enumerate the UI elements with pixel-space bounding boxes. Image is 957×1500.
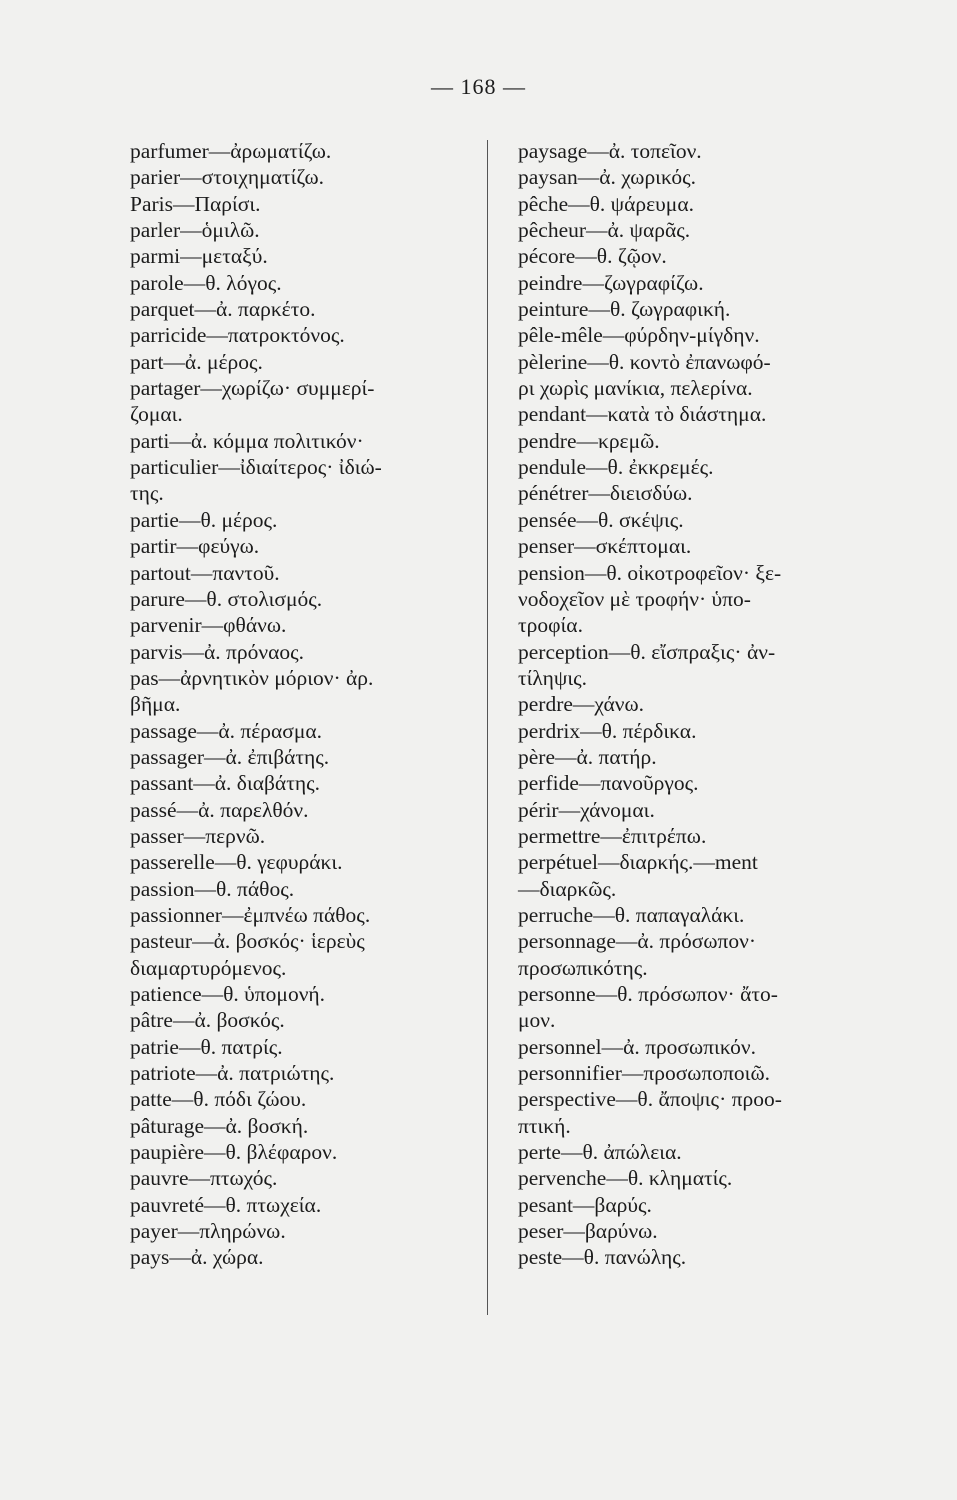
- dictionary-line: perte—θ. ἀπώλεια.: [518, 1140, 682, 1165]
- dictionary-line: passé—ἀ. παρελθόν.: [130, 797, 309, 822]
- dictionary-line: particulier—ἰδιαίτερος· ἰδιώ-: [130, 455, 382, 480]
- dictionary-line: προσωπικότης.: [518, 955, 648, 980]
- dictionary-line: partir—φεύγω.: [130, 534, 260, 559]
- column-divider: [487, 140, 488, 1315]
- dictionary-line: part—ἀ. μέρος.: [130, 349, 263, 374]
- dictionary-line: permettre—ἐπιτρέπω.: [518, 823, 707, 848]
- dictionary-line: parti—ἀ. κόμμα πολιτικόν·: [130, 428, 364, 453]
- dictionary-line: ρι χωρὶς μανίκια, πελερίνα.: [518, 376, 753, 401]
- dictionary-line: passerelle—θ. γεφυράκι.: [130, 850, 343, 875]
- dictionary-line: τίληψις.: [518, 665, 588, 690]
- dictionary-line: pendule—θ. ἐκκρεμές.: [518, 455, 714, 480]
- dictionary-line: payer—πληρώνω.: [130, 1219, 286, 1244]
- dictionary-line: της.: [130, 481, 164, 506]
- dictionary-line: parler—ὁμιλῶ.: [130, 218, 260, 243]
- dictionary-line: pécore—θ. ζῷον.: [518, 244, 667, 269]
- dictionary-line: pensée—θ. σκέψις.: [518, 507, 684, 532]
- dictionary-line: passager—ἀ. ἐπιβάτης.: [130, 744, 330, 769]
- left-column: [130, 138, 485, 1271]
- dictionary-line: parier—στοιχηματίζω.: [130, 165, 325, 190]
- dictionary-line: pervenche—θ. κληματίς.: [518, 1166, 733, 1191]
- dictionary-line: parure—θ. στολισμός.: [130, 586, 323, 611]
- right-column: [518, 138, 848, 1271]
- dictionary-line: passion—θ. πάθος.: [130, 876, 295, 901]
- dictionary-line: τροφία.: [518, 613, 583, 638]
- dictionary-line: pendre—κρεμῶ.: [518, 428, 660, 453]
- dictionary-line: ζομαι.: [130, 402, 183, 427]
- dictionary-line: parole—θ. λόγος.: [130, 270, 282, 295]
- dictionary-line: μον.: [518, 1008, 556, 1033]
- dictionary-line: πτική.: [518, 1113, 571, 1138]
- dictionary-line: patrie—θ. πατρίς.: [130, 1034, 283, 1059]
- dictionary-line: passage—ἀ. πέρασμα.: [130, 718, 323, 743]
- dictionary-line: périr—χάνομαι.: [518, 797, 655, 822]
- dictionary-line: parquet—ἀ. παρκέτο.: [130, 297, 316, 322]
- dictionary-line: peindre—ζωγραφίζω.: [518, 270, 704, 295]
- dictionary-line: pâturage—ἀ. βοσκή.: [130, 1113, 309, 1138]
- dictionary-line: personnel—ἀ. προσωπικόν.: [518, 1034, 757, 1059]
- dictionary-line: parricide—πατροκτόνος.: [130, 323, 345, 348]
- dictionary-line: pays—ἀ. χώρα.: [130, 1245, 264, 1270]
- dictionary-line: personne—θ. πρόσωπον· ἄτο-: [518, 982, 778, 1006]
- dictionary-line: Paris—Παρίσι.: [130, 191, 261, 216]
- dictionary-line: personnifier—προσωποποιῶ.: [518, 1061, 770, 1086]
- dictionary-line: pension—θ. οἰκοτροφεῖον· ξε-: [518, 560, 782, 585]
- dictionary-line: —διαρκῶς.: [518, 876, 617, 901]
- dictionary-line: paupière—θ. βλέφαρον.: [130, 1140, 338, 1165]
- dictionary-line: paysan—ἀ. χωρικός.: [518, 165, 696, 190]
- dictionary-line: pas—ἀρνητικὸν μόριον· ἀρ.: [130, 665, 374, 690]
- dictionary-line: perpétuel—διαρκής.—ment: [518, 850, 758, 875]
- dictionary-line: pêle-mêle—φύρδην-μίγδην.: [518, 323, 760, 348]
- dictionary-line: pesant—βαρύς.: [518, 1192, 652, 1217]
- dictionary-line: pénétrer—διεισδύω.: [518, 481, 693, 506]
- dictionary-line: parvis—ἀ. πρόναος.: [130, 639, 305, 664]
- dictionary-line: patriote—ἀ. πατριώτης.: [130, 1061, 335, 1086]
- dictionary-line: parvenir—φθάνω.: [130, 613, 287, 638]
- dictionary-line: patience—θ. ὑπομονή.: [130, 982, 326, 1006]
- dictionary-line: père—ἀ. πατήρ.: [518, 744, 657, 769]
- dictionary-line: partie—θ. μέρος.: [130, 507, 278, 532]
- dictionary-line: penser—σκέπτομαι.: [518, 534, 692, 559]
- dictionary-line: pêcheur—ἀ. ψαρᾶς.: [518, 218, 691, 243]
- page-number: — 168 —: [431, 74, 526, 99]
- dictionary-line: parfumer—ἀρωματίζω.: [130, 139, 332, 163]
- dictionary-line: paysage—ἀ. τοπεῖον.: [518, 139, 702, 163]
- dictionary-line: partout—παντοῦ.: [130, 560, 280, 585]
- dictionary-line: parmi—μεταξύ.: [130, 244, 268, 269]
- dictionary-line: βῆμα.: [130, 692, 181, 717]
- dictionary-line: pèlerine—θ. κοντὸ ἐπανωφό-: [518, 349, 771, 374]
- dictionary-line: peser—βαρύνω.: [518, 1219, 658, 1244]
- dictionary-line: perception—θ. εἴσπραξις· ἀν-: [518, 639, 776, 664]
- dictionary-line: perdre—χάνω.: [518, 692, 644, 717]
- dictionary-line: peinture—θ. ζωγραφική.: [518, 297, 731, 322]
- dictionary-line: passionner—ἐμπνέω πάθος.: [130, 902, 371, 927]
- dictionary-line: pâtre—ἀ. βοσκός.: [130, 1008, 285, 1033]
- dictionary-line: perdrix—θ. πέρδικα.: [518, 718, 697, 743]
- dictionary-line: pasteur—ἀ. βοσκός· ἱερεὺς: [130, 929, 365, 954]
- dictionary-line: pêche—θ. ψάρευμα.: [518, 191, 694, 216]
- dictionary-line: partager—χωρίζω· συμμερί-: [130, 376, 375, 401]
- dictionary-line: pauvreté—θ. πτωχεία.: [130, 1192, 322, 1217]
- dictionary-line: passant—ἀ. διαβάτης.: [130, 771, 320, 796]
- dictionary-line: personnage—ἀ. πρόσωπον·: [518, 929, 756, 954]
- dictionary-line: perruche—θ. παπαγαλάκι.: [518, 902, 745, 927]
- dictionary-line: pauvre—πτωχός.: [130, 1166, 278, 1191]
- dictionary-line: διαμαρτυρόμενος.: [130, 955, 287, 980]
- dictionary-line: νοδοχεῖον μὲ τροφήν· ὑπο-: [518, 586, 751, 611]
- dictionary-line: perspective—θ. ἄποψις· προο-: [518, 1087, 782, 1112]
- dictionary-line: pendant—κατὰ τὸ διάστημα.: [518, 402, 767, 427]
- dictionary-line: patte—θ. πόδι ζώου.: [130, 1087, 307, 1112]
- dictionary-line: perfide—πανοῦργος.: [518, 771, 699, 796]
- dictionary-line: passer—περνῶ.: [130, 823, 266, 848]
- dictionary-line: peste—θ. πανώλης.: [518, 1245, 687, 1270]
